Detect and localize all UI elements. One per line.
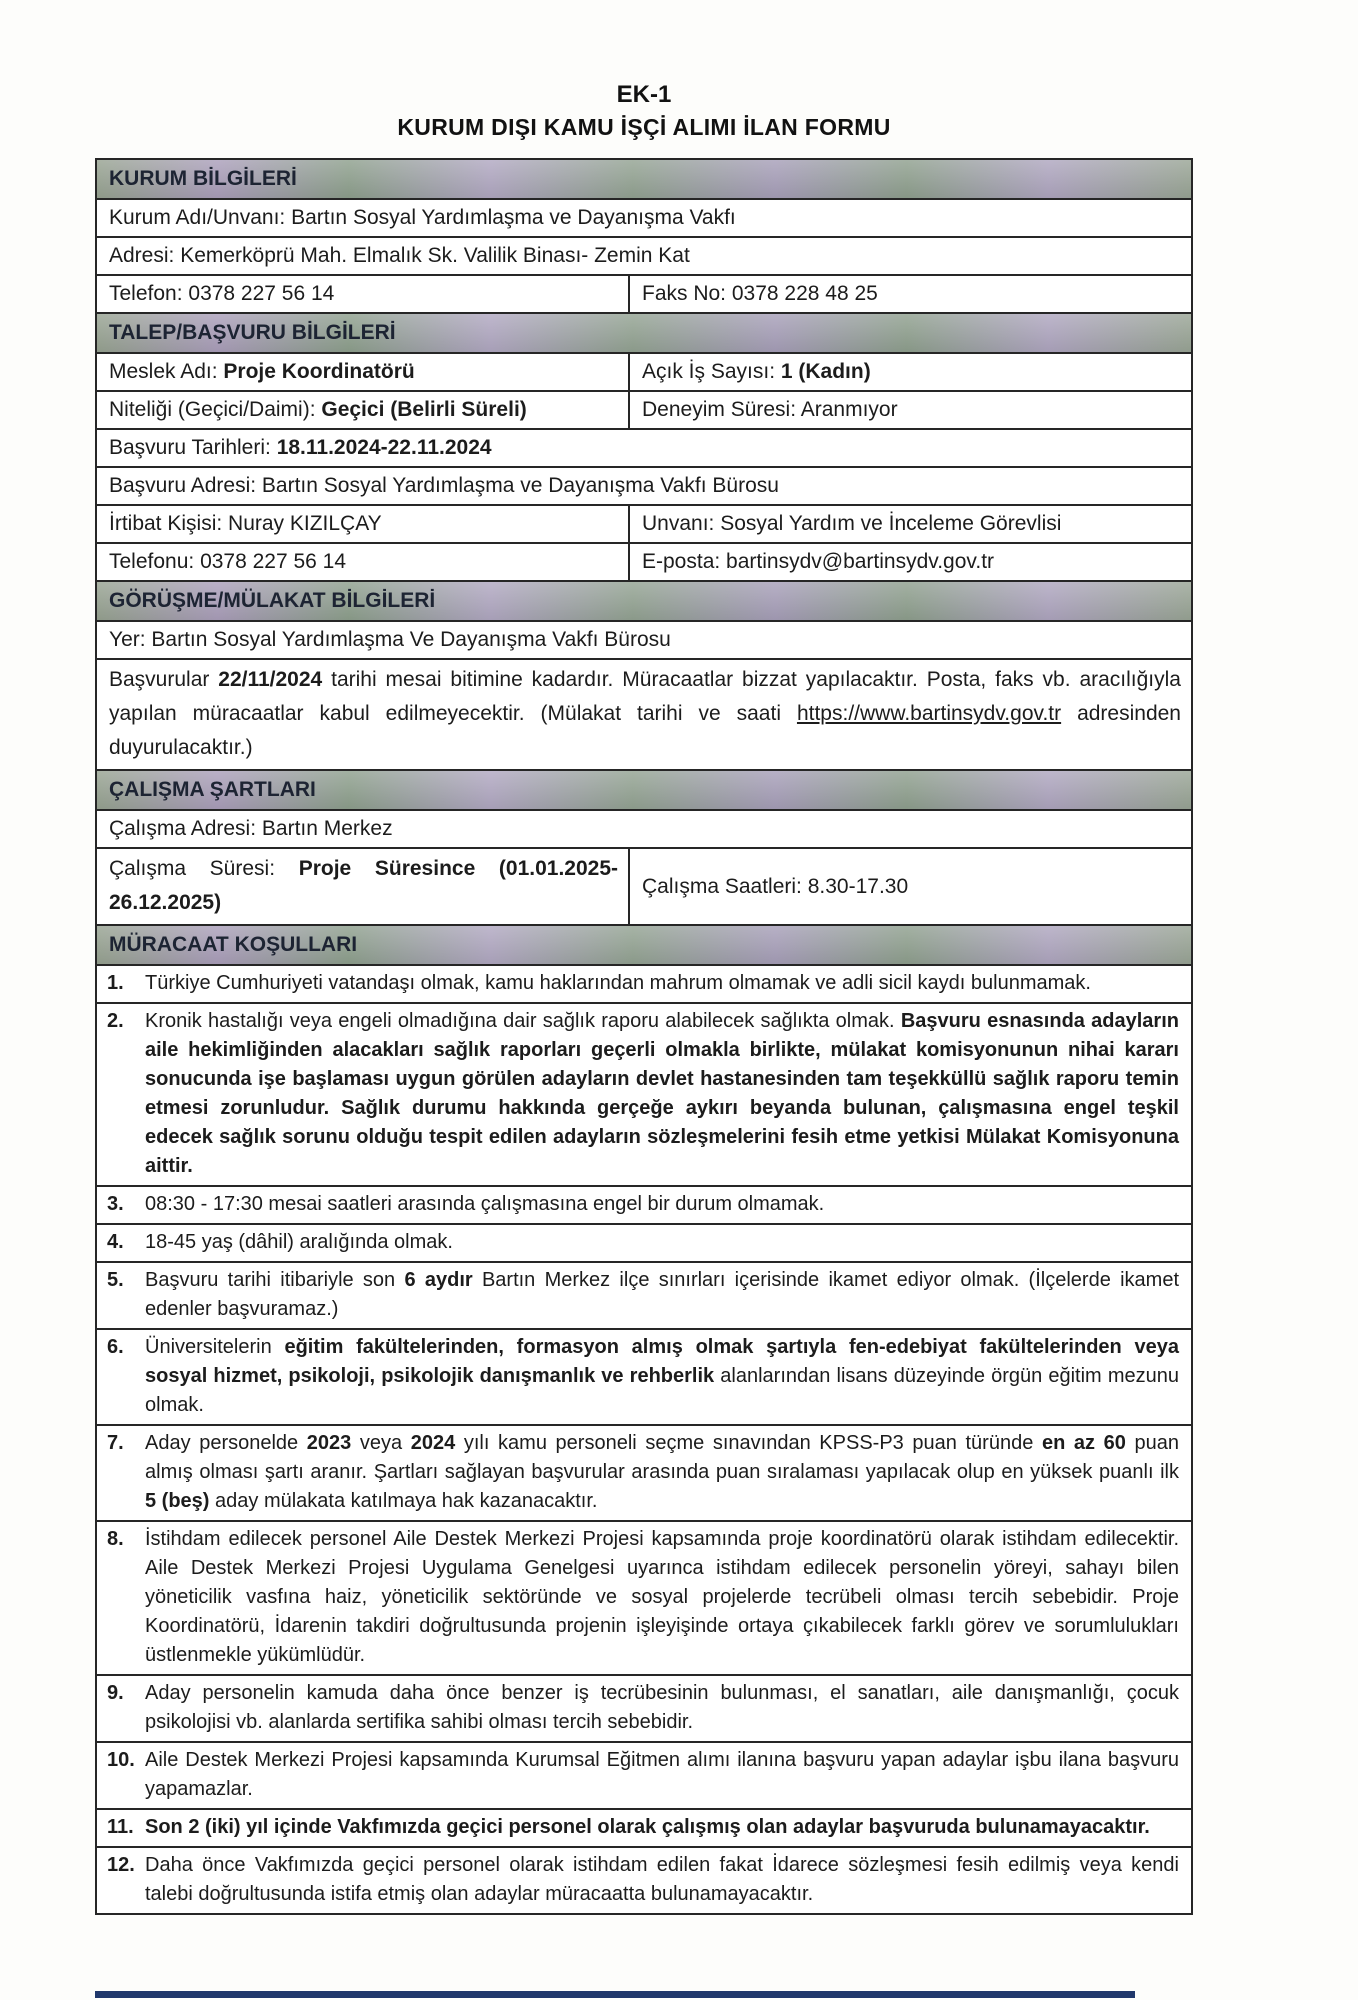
condition-text: Kronik hastalığı veya engeli olmadığına dair sağlık raporu alabilecek sağlıkta olmak. Başvuru esnasında adayların aile hekimliğinden alacakları sağlık raporları geçerli olmakla birlikte, mülakat komisyonunun nihai kararı sonucunda işe başlaması uygun görülen adayların devlet hastanesinden tam teşekküllü sağlık raporu temin etmesi zorunludur. Sağlık durumu hakkında gerçeğe aykırı beyanda bulunan, çalışmasına engel teşkil edecek sağlık sorunu olduğu tespit edilen adayların sözleşmelerini fesih etme yetkisi Mülakat Komisyonuna aittir. <box>145 1010 1179 1177</box>
field-unvani: Unvanı: Sosyal Yardım ve İnceleme Görevlisi <box>642 512 1062 535</box>
interview-note-paragraph[interactable]: Başvurular 22/11/2024 tarihi mesai bitimine kadardır. Müracaatlar bizzat yapılacaktır. Posta, faks vb. aracılığıyla yapılan müracaatlar kabul edilmeyecektir. (Mülakat tarihi ve saati https://www.bartinsydv.gov.tr adresinden duyurulacaktır.) <box>109 668 1181 759</box>
section-header-calisma-sartlari: ÇALIŞMA ŞARTLARI <box>97 771 1191 809</box>
condition-text: Üniversitelerin eğitim fakültelerinden, formasyon almış olmak şartıyla fen-edebiyat fakültelerinden veya sosyal hizmet, psikoloji, psikolojik danışmanlık ve rehberlik alanlarından lisans düzeyinde örgün eğitim mezunu olmak. <box>145 1336 1180 1416</box>
field-niteligi: Niteliği (Geçici/Daimi): Geçici (Belirli Süreli) <box>97 392 630 428</box>
field-acik-is-sayisi: Açık İş Sayısı: 1 (Kadın) <box>642 360 871 383</box>
condition-number: 6. <box>107 1336 124 1358</box>
condition-row <box>97 1263 1191 1330</box>
condition-number: 12. <box>107 1854 135 1876</box>
field-faks: Faks No: 0378 228 48 25 <box>642 282 878 305</box>
row-telefon-faks <box>97 276 1191 314</box>
scan-bottom-edge-bar <box>95 1991 1135 1998</box>
condition-number: 2. <box>107 1010 124 1032</box>
section-row-muracaat <box>97 926 1191 966</box>
row-gorusme-aciklama <box>97 660 1191 771</box>
condition-text: Türkiye Cumhuriyeti vatandaşı olmak, kamu haklarından mahrum olmamak ve adli sicil kaydı bulunmamak. <box>145 972 1091 994</box>
condition-row <box>97 1187 1191 1225</box>
condition-row <box>97 1522 1191 1676</box>
row-basvuru-tarihleri <box>97 430 1191 468</box>
condition-text: Aile Destek Merkezi Projesi kapsamında Kurumsal Eğitmen alımı ilanına başvuru yapan adaylar işbu ilana başvuru yapamazlar. <box>145 1749 1179 1800</box>
field-yer: Yer: Bartın Sosyal Yardımlaşma Ve Dayanışma Vakfı Bürosu <box>109 628 671 651</box>
condition-number: 4. <box>107 1231 124 1253</box>
condition-number: 5. <box>107 1269 124 1291</box>
condition-number: 11. <box>107 1816 134 1838</box>
condition-text: Aday personelde 2023 veya 2024 yılı kamu personeli seçme sınavından KPSS-P3 puan türünde en az 60 puan almış olması şartı aranır. Şartları sağlayan başvurular arasında puan sıralaması yapılacak olup en yüksek puanlı ilk 5 (beş) aday mülakata katılmaya hak kazanacaktır. <box>145 1432 1179 1512</box>
row-kurum-adi <box>97 200 1191 238</box>
section-header-gorusme-mulakat: GÖRÜŞME/MÜLAKAT BİLGİLERİ <box>97 582 1191 620</box>
section-row-calisma <box>97 771 1191 811</box>
condition-number: 10. <box>107 1749 135 1771</box>
condition-row <box>97 966 1191 1004</box>
field-telefon: Telefon: 0378 227 56 14 <box>97 276 630 312</box>
field-telefonu: Telefonu: 0378 227 56 14 <box>97 544 630 580</box>
row-yer <box>97 622 1191 660</box>
condition-text: 18-45 yaş (dâhil) aralığında olmak. <box>145 1231 453 1253</box>
field-basvuru-adresi: Başvuru Adresi: Bartın Sosyal Yardımlaşma ve Dayanışma Vakfı Bürosu <box>109 474 779 497</box>
condition-row <box>97 1225 1191 1263</box>
condition-row <box>97 1426 1191 1522</box>
condition-number: 1. <box>107 972 124 994</box>
field-meslek-adi: Meslek Adı: Proje Koordinatörü <box>97 354 630 390</box>
condition-row <box>97 1004 1191 1187</box>
row-telefonu-eposta <box>97 544 1191 582</box>
condition-number: 9. <box>107 1682 124 1704</box>
field-basvuru-tarihleri: Başvuru Tarihleri: 18.11.2024-22.11.2024 <box>109 436 492 459</box>
field-kurum-adi: Kurum Adı/Unvanı: Bartın Sosyal Yardımlaşma ve Dayanışma Vakfı <box>109 206 736 229</box>
condition-row <box>97 1676 1191 1743</box>
field-adres: Adresi: Kemerköprü Mah. Elmalık Sk. Valilik Binası- Zemin Kat <box>109 244 690 267</box>
section-row-gorusme <box>97 582 1191 622</box>
row-adres <box>97 238 1191 276</box>
row-sure-saat <box>97 849 1191 926</box>
conditions-list <box>97 966 1191 1913</box>
condition-row <box>97 1810 1191 1848</box>
condition-text: Son 2 (iki) yıl içinde Vakfımızda geçici personel olarak çalışmış olan adaylar başvuruda bulunamayacaktır. <box>145 1816 1150 1838</box>
scanned-form-page <box>0 80 1358 2000</box>
field-eposta: E-posta: bartinsydv@bartinsydv.gov.tr <box>642 550 995 573</box>
condition-number: 8. <box>107 1528 124 1550</box>
section-row-kurum <box>97 160 1191 200</box>
condition-text: Aday personelin kamuda daha önce benzer iş tecrübesinin bulunması, el sanatları, aile danışmanlığı, çocuk psikolojisi vb. alanlarda sertifika sahibi olması tercih sebebidir. <box>145 1682 1179 1733</box>
row-nitelik-deneyim <box>97 392 1191 430</box>
form-title: KURUM DIŞI KAMU İŞÇİ ALIMI İLAN FORMU <box>397 114 891 140</box>
condition-text: Başvuru tarihi itibariyle son 6 aydır Bartın Merkez ilçe sınırları içerisinde ikamet ediyor olmak. (İlçelerde ikamet edenler başvuramaz.) <box>145 1269 1180 1320</box>
form-code: EK-1 <box>616 81 672 108</box>
announcement-form-table <box>95 158 1193 1915</box>
document-title <box>95 80 1193 144</box>
row-calisma-adresi <box>97 811 1191 849</box>
field-calisma-saatleri: Çalışma Saatleri: 8.30-17.30 <box>642 874 909 898</box>
condition-text: Daha önce Vakfımızda geçici personel olarak istihdam edilen fakat İdarece sözleşmesi fesih edilmiş veya kendi talebi doğrultusunda istifa etmiş olan adaylar müracaatta bulunamayacaktır. <box>145 1854 1179 1905</box>
row-irtibat-unvan <box>97 506 1191 544</box>
section-row-talep <box>97 314 1191 354</box>
field-deneyim-suresi: Deneyim Süresi: Aranmıyor <box>642 398 898 421</box>
condition-row <box>97 1330 1191 1426</box>
section-header-muracaat-kosullari: MÜRACAAT KOŞULLARI <box>97 926 1191 964</box>
row-meslek-acikis <box>97 354 1191 392</box>
condition-row <box>97 1848 1191 1913</box>
field-calisma-adresi: Çalışma Adresi: Bartın Merkez <box>109 817 393 840</box>
field-calisma-suresi: Çalışma Süresi: Proje Süresince (01.01.2025-26.12.2025) <box>97 849 630 924</box>
condition-text: 08:30 - 17:30 mesai saatleri arasında çalışmasına engel bir durum olmamak. <box>145 1193 825 1215</box>
row-basvuru-adresi <box>97 468 1191 506</box>
section-header-talep-basvuru: TALEP/BAŞVURU BİLGİLERİ <box>97 314 1191 352</box>
condition-text: İstihdam edilecek personel Aile Destek Merkezi Projesi kapsamında proje koordinatörü olarak istihdam edilecektir. Aile Destek Merkezi Projesi Uygulama Genelgesi uyarınca istihdam edilecek personelin yöreyi, sahayı bilen yöneticilik vasfına haiz, yöneticilik sektöründe ve sosyal projelerde tecrübeli olması tercih sebebidir. Proje Koordinatörü, İdarenin takdiri doğrultusunda projenin işleyişinde ortaya çıkabilecek farklı görev ve sorumlulukları üstlenmekle yükümlüdür. <box>145 1528 1179 1666</box>
field-irtibat-kisisi: İrtibat Kişisi: Nuray KIZILÇAY <box>97 506 630 542</box>
condition-number: 3. <box>107 1193 124 1215</box>
condition-row <box>97 1743 1191 1810</box>
condition-number: 7. <box>107 1432 124 1454</box>
section-header-kurum-bilgileri: KURUM BİLGİLERİ <box>97 160 1191 198</box>
